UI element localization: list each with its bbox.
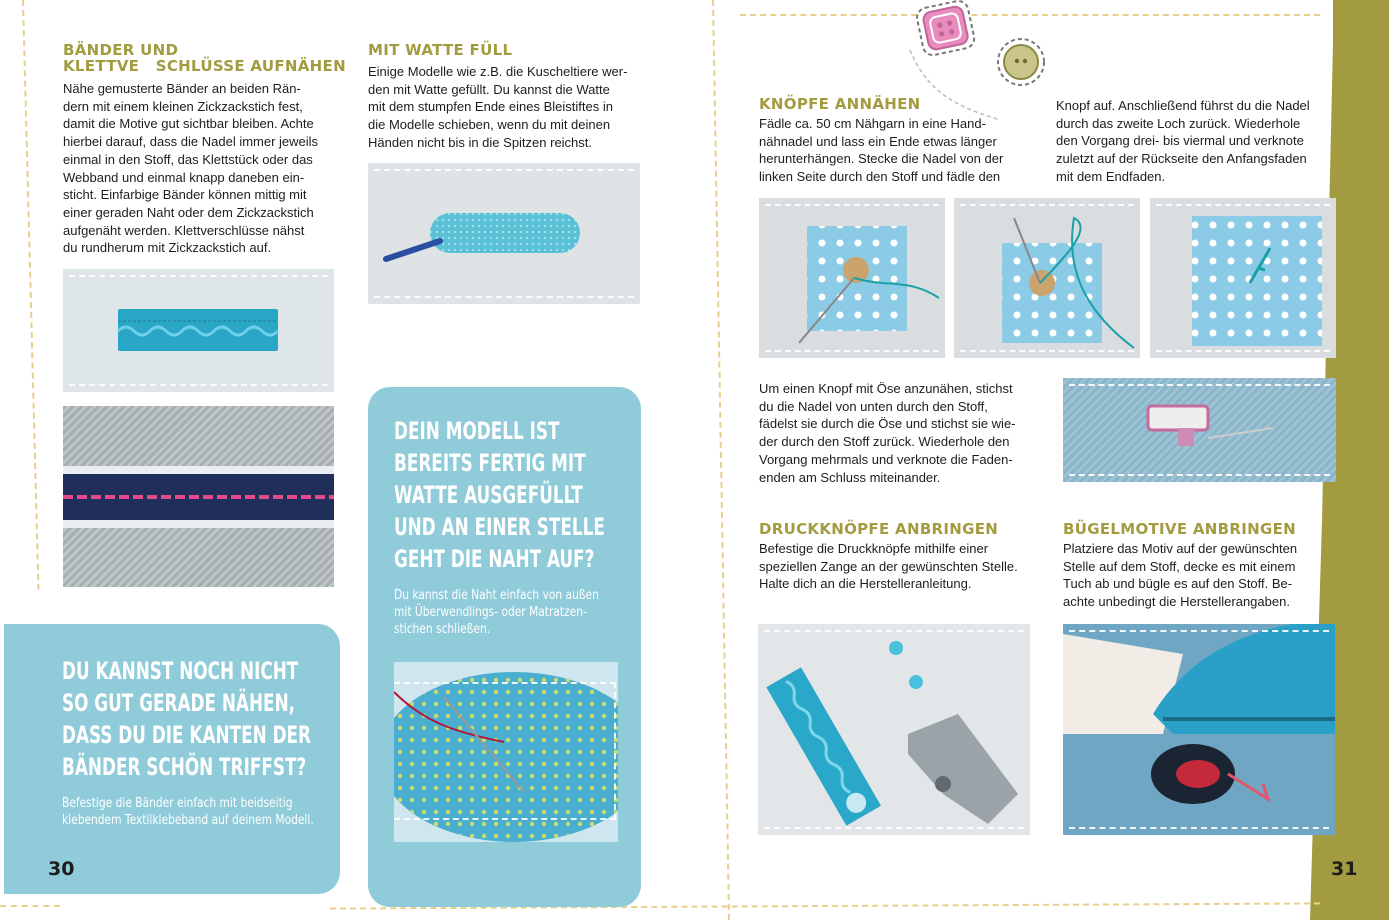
text-druckknoepfe: [759, 540, 1049, 593]
photo-button-step3: [1150, 198, 1336, 358]
text-line: durch das zweite Loch zurück. Wiederhole: [1056, 115, 1301, 131]
tip2-body-line: Du kannst die Naht einfach von außen: [394, 588, 599, 603]
text-line: Webband und einmal knapp daneben ein-: [63, 169, 305, 185]
tip2-heading-line: DEIN MODELL IST: [394, 417, 560, 445]
text-line: Halte dich an die Herstelleranleitung.: [759, 576, 972, 592]
deco-dash-left: [22, 0, 39, 590]
text-oese: [759, 380, 1054, 486]
text-line: Stelle auf dem Stoff, decke es mit einem: [1063, 558, 1296, 574]
text-line: Knopf auf. Anschließend führst du die Nadel: [1056, 98, 1310, 113]
heading-knoepfe: KNÖPFE ANNÄHEN: [759, 95, 921, 113]
deco-dash-top: [740, 14, 1320, 16]
tip2-body-line: stichen schließen.: [394, 622, 491, 637]
text-line: damit die Motive gut sichtbar bleiben. Achte: [63, 116, 314, 132]
tip1-heading-line: DASS DU DIE KANTEN DER: [62, 721, 312, 749]
tip2-heading: [394, 415, 628, 575]
text-line: du rundherum mit Zickzackstich auf.: [63, 240, 272, 256]
heading-baender-line2: KLETTVE SCHLÜSSE AUFNÄHEN: [63, 57, 346, 75]
tip1-heading-line: BÄNDER SCHÖN TRIFFST?: [62, 753, 307, 781]
text-line: Platziere das Motiv auf der gewünschten: [1063, 541, 1298, 556]
deco-dash-left-bottom: [0, 905, 60, 907]
photo-iron-motif: [1063, 624, 1335, 835]
tip2-heading-line: GEHT DIE NAHT AUF?: [394, 545, 595, 573]
text-line: herunterhängen. Stecke die Nadel von der: [759, 151, 1004, 167]
tip2-body: [394, 587, 624, 638]
text-line: Um einen Knopf mit Öse anzunähen, stichst: [759, 381, 1013, 396]
text-knoepfe-col2: [1056, 97, 1346, 186]
heading-baender-line1: BÄNDER UND: [63, 41, 179, 59]
heading-buegelmotive: BÜGELMOTIVE ANBRINGEN: [1063, 520, 1296, 538]
photo-shank-button: [1063, 378, 1336, 482]
text-knoepfe-col1: [759, 115, 1044, 186]
text-line: du die Nadel von unten durch den Stoff,: [759, 398, 988, 414]
tip2-heading-line: WATTE AUSGEFÜLLT: [394, 481, 583, 509]
text-line: die Modelle schieben, wenn du mit deinen: [368, 117, 611, 133]
photo-ribbon: [63, 406, 334, 587]
text-line: sticht. Einfarbige Bänder können mittig mit: [63, 187, 307, 203]
text-line: Vorgang mehrmals und verknote die Faden-: [759, 451, 1013, 467]
text-line: Tuch ab und bügle es auf den Stoff. Be-: [1063, 576, 1293, 592]
heading-baender: [63, 42, 346, 74]
text-line: enden am Schluss miteinander.: [759, 469, 941, 485]
ribbon-illustration: [63, 406, 334, 587]
text-line: einmal in den Stoff, das Klettstück oder das: [63, 151, 313, 167]
tip1-heading-line: DU KANNST NOCH NICHT: [62, 657, 299, 685]
text-line: hierbei darauf, dass die Nadel immer jeweils: [63, 134, 319, 150]
text-line: Händen nicht bis in die Spitzen reichst.: [368, 134, 593, 150]
text-line: achte unbedingt die Herstellerangaben.: [1063, 594, 1290, 610]
deco-dash-center: [712, 0, 730, 920]
text-line: zuletzt auf der Rückseite den Anfangsfaden: [1056, 151, 1307, 167]
photo-stuffing-pencil: [368, 163, 640, 304]
text-line: der durch den Stoff zurück. Wiederhole den: [759, 434, 1010, 450]
text-line: Fädle ca. 50 cm Nähgarn in eine Hand-: [759, 116, 986, 131]
page-number-left: 30: [48, 858, 75, 880]
photo-velcro-strip: [63, 269, 334, 392]
photo-button-step2: [954, 198, 1140, 358]
tip2-heading-line: BEREITS FERTIG MIT: [394, 449, 586, 477]
text-line: aufgenäht werden. Klettverschlüsse nähst: [63, 222, 305, 238]
text-line: nähnadel und lass ein Ende etwas länger: [759, 133, 997, 149]
text-line: Nähe gemusterte Bänder an beiden Rän-: [63, 81, 301, 96]
heading-watte: MIT WATTE FÜLL: [368, 41, 513, 59]
text-line: linken Seite durch den Stoff und fädle den: [759, 169, 1001, 185]
text-line: Einige Modelle wie z.B. die Kuscheltiere wer-: [368, 64, 628, 79]
photo-snap-pliers: [758, 624, 1030, 835]
page-number-right: 31: [1331, 858, 1358, 880]
tip2-body-line: mit Überwendlings- oder Matratzen-: [394, 605, 587, 620]
text-baender: [63, 80, 348, 257]
tip1-heading: [62, 655, 312, 783]
text-line: speziellen Zange an der gewünschten Stelle.: [759, 558, 1018, 574]
text-line: den mit Watte gefüllt. Du kannst die Watte: [368, 81, 610, 97]
tip1-body: [62, 795, 333, 829]
heading-druckknoepfe: DRUCKKNÖPFE ANBRINGEN: [759, 520, 999, 538]
text-line: dern mit einem kleinen Zickzackstich fest,: [63, 98, 303, 114]
text-line: fädelst sie durch die Öse und stichst sie wie-: [759, 416, 1016, 432]
text-watte: [368, 63, 643, 152]
text-buegelmotive: [1063, 540, 1333, 611]
photo-seam-stitching: [394, 662, 618, 842]
text-line: Befestige die Druckknöpfe mithilfe einer: [759, 541, 989, 556]
seam-dashed-frame: [394, 682, 616, 820]
text-line: mit dem Endfaden.: [1056, 168, 1166, 184]
text-line: mit dem stumpfen Ende eines Bleistiftes in: [368, 99, 613, 115]
tip2-heading-line: UND AN EINER STELLE: [394, 513, 605, 541]
photo-button-step1: [759, 198, 945, 358]
text-line: den Vorgang drei- bis viermal und verknote: [1056, 133, 1304, 149]
text-line: einer geraden Naht oder dem Zickzackstich: [63, 204, 314, 220]
tip1-heading-line: SO GUT GERADE NÄHEN,: [62, 689, 296, 717]
tip1-body-line: klebendem Textilklebeband auf deinem Modell.: [62, 813, 314, 828]
tip1-body-line: Befestige die Bänder einfach mit beidseitig: [62, 796, 293, 811]
